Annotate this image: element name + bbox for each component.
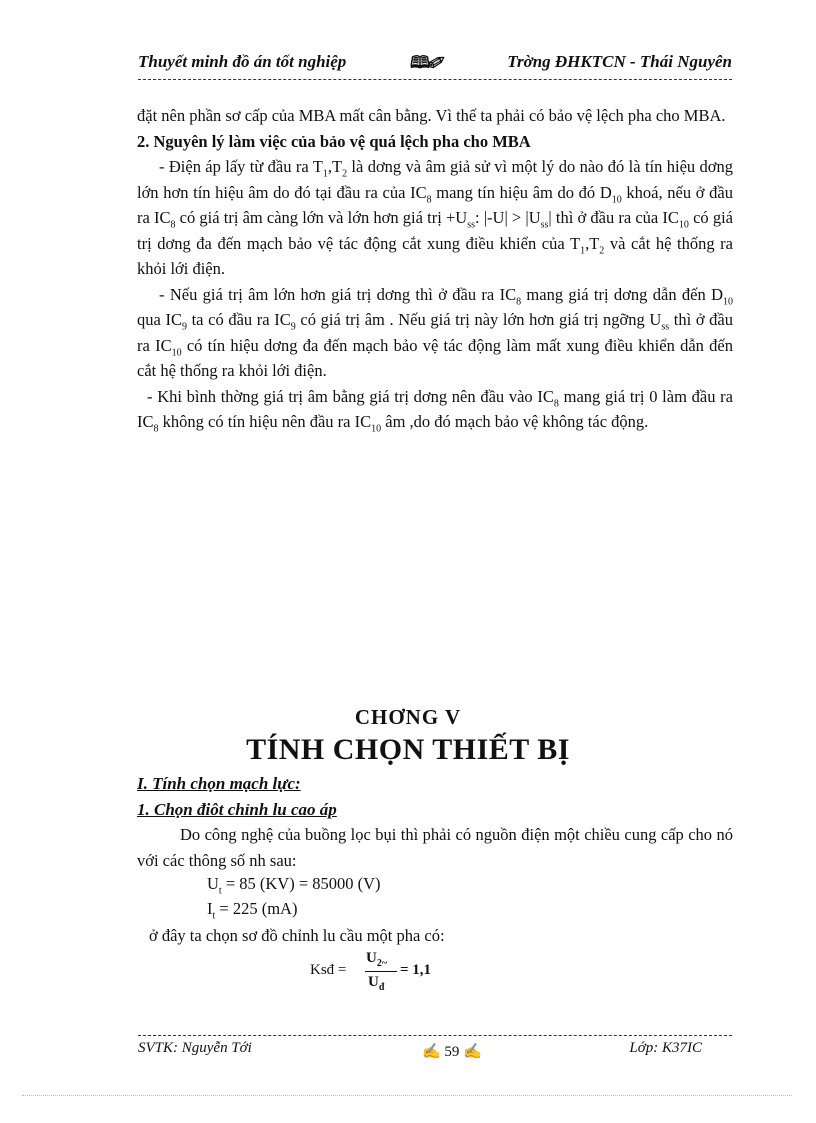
formula-denominator: $U_đ$ — [368, 974, 385, 993]
formula-lhs: Ksđ = — [310, 962, 347, 978]
paragraph-circuit-choice: ở đây ta chọn sơ đồ chỉnh lu cầu một pha có: — [149, 926, 445, 945]
section-title: I. Tính chọn mạch lực: — [137, 774, 301, 793]
upper-body — [137, 103, 733, 435]
chapter-title: TÍNH CHỌN THIẾT BỊ — [246, 733, 570, 766]
formula-numerator: $U_{2\sim}$ — [366, 950, 388, 969]
paragraph-intro: đặt nên phần sơ cấp của MBA mất cân bằng. Vì thế ta phải có bảo vệ lệch pha cho MBA. — [137, 106, 726, 125]
chapter-number: CHƠNG V — [354, 705, 462, 729]
heading-principle: 2. Nguyên lý làm việc của bảo vệ quá lệch pha cho MBA — [137, 131, 531, 151]
page-footer — [138, 1040, 732, 1064]
page-bottom-border — [22, 1095, 792, 1096]
header-divider — [138, 79, 732, 80]
subsection-title: 1. Chọn điôt chỉnh lu cao áp — [137, 800, 337, 819]
paragraph-voltage: - Điện áp lấy từ đầu ra $T_1,T_2$ là dơng và âm giả sử vì một lý do nào đó là tín hiệu dơng lớn hơn tín hiệu âm do đó tại đầu ra của $IC_8$ mang tín hiệu âm do đó $D_{10}$ khoá, nếu ở đầu ra $IC_8$ có giá trị âm càng lớn và lớn hơn giá trị $+U_{ss}$: $|-U| > |U_{ss}|$ thì ở đầu ra của $IC_{10}$ có giá trị dơng đa đến mạch bảo vệ tác động cắt xung điều khiển của $T_1,T_2$ và cắt hệ thống ra khỏi lới điện. — [137, 157, 734, 278]
page-header — [138, 48, 732, 78]
book-pen-icon: 🕮✐ — [410, 53, 444, 72]
paragraph-negative: - Nếu giá trị âm lớn hơn giá trị dơng thì ở đầu ra $IC_8$ mang giá trị dơng dẫn đến $D_{10}$ qua $IC_9$ ta có đầu ra $IC_9$ có giá trị âm . Nếu giá trị này lớn hơn giá trị ngỡng $U_{ss}$ thì ở đầu ra $IC_{10}$ có tín hiệu dơng đa đến mạch bảo vệ tác động làm mất xung điều khiển dẫn đến cắt hệ thống ra khỏi lới điện. — [137, 284, 734, 380]
footer-divider — [138, 1035, 732, 1036]
footer-student: SVTK: Nguyễn Tới — [138, 1040, 252, 1056]
section-body — [137, 822, 733, 873]
fraction-bar — [365, 971, 397, 972]
current-spec: $I_t = 225$ (mA) — [207, 899, 298, 922]
header-thesis-title: Thuyết minh đồ án tốt nghiệp — [138, 52, 347, 71]
formula-rhs: = 1,1 — [400, 962, 432, 978]
voltage-spec: $U_t = 85$ (KV) = 85000 (V) — [207, 874, 381, 897]
paragraph-requirements: Do công nghệ của buồng lọc bụi thì phải có nguồn điện một chiều cung cấp cho nó với các thông số nh sau: — [137, 825, 733, 870]
footer-class: Lớp: K37IC — [629, 1040, 702, 1056]
header-university: Trờng ĐHKTCN - Thái Nguyên — [507, 52, 732, 71]
page-number: ✍ 59 ✍ — [422, 1044, 482, 1060]
paragraph-normal: - Khi bình thờng giá trị âm bằng giá trị dơng nên đầu vào $IC_8$ mang giá trị 0 làm đầu ra $IC_8$ không có tín hiệu nên đầu ra $IC_{10}$ âm ,do đó mạch bảo vệ không tác động. — [137, 386, 733, 435]
